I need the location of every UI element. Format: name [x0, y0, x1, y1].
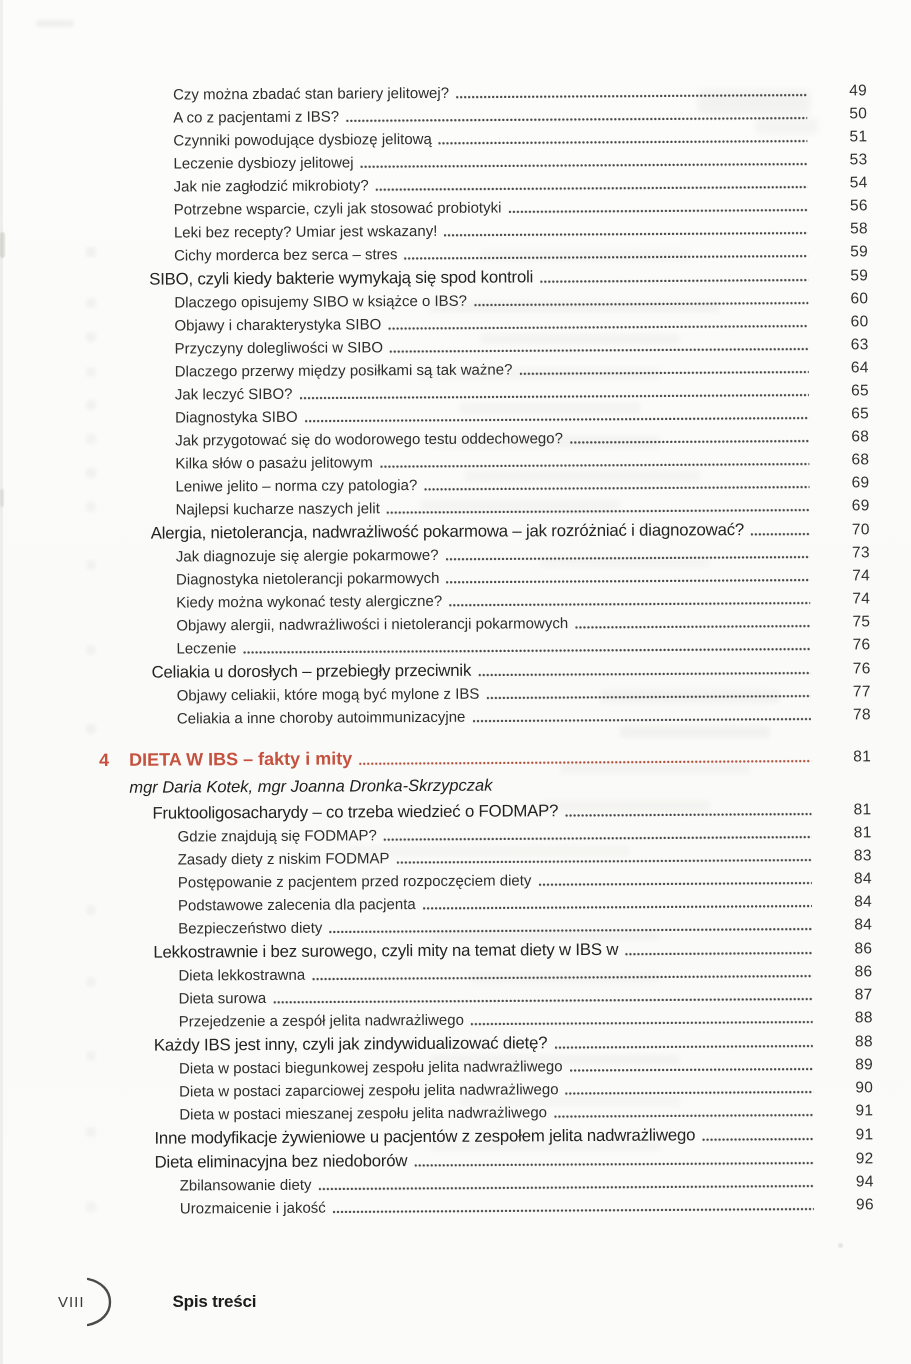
toc-entry-label: Potrzebne wsparcie, czyli jak stosować probiotyki [173, 199, 502, 219]
toc-entry-label: Zbilansowanie diety [179, 1176, 312, 1195]
toc-entry-page-number: 96 [855, 1196, 874, 1214]
page-number-roman: VIII [58, 1293, 85, 1311]
toc-entry-page-number: 60 [850, 290, 869, 308]
toc-entry-label: Leczenie [176, 640, 237, 658]
dotted-leader [456, 94, 807, 99]
toc-entry-label: Cichy morderca bez serca – stres [174, 246, 398, 265]
toc-entry-page-number: 54 [849, 174, 868, 192]
toc-entry-label: Objawy i charakterystyka SIBO [174, 316, 382, 335]
toc-entry-label: A co z pacjentami z IBS? [173, 108, 340, 127]
toc-entry-page-number: 84 [854, 893, 873, 911]
dotted-leader [388, 325, 808, 331]
bleed-through-artifact [86, 905, 96, 915]
toc-entry-page-number: 86 [854, 940, 873, 958]
scan-edge-artifact [0, 0, 3, 1364]
toc-entry-label: Leki bez recepty? Umiar jest wskazany! [173, 222, 438, 242]
toc-entry-label: Bezpieczeństwo diety [178, 919, 323, 938]
toc-entry-label: Celiakia a inne choroby autoimmunizacyjne [176, 708, 466, 728]
toc-entry-page-number: 92 [855, 1150, 874, 1168]
toc-entry-page-number: 91 [855, 1102, 874, 1120]
dotted-leader [423, 905, 812, 910]
toc-entry-label: Kiedy można wykonać testy alergiczne? [176, 592, 443, 612]
toc-entry-page-number: 65 [850, 382, 869, 400]
dotted-leader [508, 209, 807, 214]
toc-entry-page-number: 63 [850, 336, 869, 354]
toc-entry-label: Inne modyfikacje żywieniowe u pacjentów z zespołem jelita nadwrażliwego [154, 1125, 696, 1148]
toc-entry-label: Fruktooligosacharydy – co trzeba wiedzieć o FODMAP? [152, 801, 559, 823]
dotted-leader [702, 1138, 813, 1142]
dotted-leader [387, 509, 810, 515]
toc-entry-page-number: 84 [854, 916, 873, 934]
page-footer [58, 1276, 256, 1328]
toc-entry-page-number: 78 [852, 706, 871, 724]
toc-entry-page-number: 74 [852, 567, 871, 585]
toc-entry-label: Dieta eliminacyjna bez niedoborów [154, 1151, 408, 1172]
dotted-leader [566, 1091, 814, 1096]
toc-entry-label: Jak nie zagłodzić mikrobioty? [173, 177, 369, 196]
dotted-leader [380, 463, 809, 469]
toc-entry-page-number: 94 [855, 1173, 874, 1191]
toc-entry-page-number: 74 [852, 590, 871, 608]
toc-entry-label: Objawy alergii, nadwrażliwości i nietolerancji pokarmowych [176, 615, 569, 635]
toc-entry-label: Dieta lekkostrawna [178, 966, 306, 985]
toc-entry-row [102, 1193, 874, 1221]
toc-entry-label: Dieta surowa [178, 989, 267, 1008]
toc-entry-page-number: 81 [853, 748, 872, 766]
toc-entry-label: Gdzie znajdują się FODMAP? [177, 827, 377, 846]
toc-entry-label: Dieta w postaci zaparciowej zespołu jelita nadwrażliwego [179, 1081, 559, 1101]
toc-entry-page-number: 69 [851, 474, 870, 492]
bleed-through-artifact [86, 1051, 96, 1061]
dotted-leader [396, 859, 811, 865]
dotted-leader [519, 371, 808, 376]
toc-entry-label: Urozmaicenie i jakość [179, 1199, 326, 1218]
bleed-through-artifact [86, 1127, 96, 1137]
dotted-leader [299, 394, 808, 400]
toc-entry-page-number: 76 [852, 660, 871, 678]
toc-entry-page-number: 60 [850, 313, 869, 331]
bleed-through-artifact [86, 1202, 96, 1212]
dotted-leader [554, 1045, 813, 1050]
dotted-leader [305, 417, 809, 423]
dotted-leader [447, 579, 811, 584]
bleed-through-artifact [86, 434, 96, 444]
toc-entry-page-number: 56 [849, 197, 868, 215]
dotted-leader [540, 279, 808, 284]
toc-entry-label: Leczenie dysbiozy jelitowej [173, 154, 354, 173]
toc-entry-label: Lekkostrawnie i bez surowego, czyli mity na temat diety w IBS w [153, 939, 619, 962]
dotted-leader [570, 1068, 813, 1072]
footer-section-label: Spis treści [172, 1292, 257, 1311]
toc-chapter-row [99, 740, 871, 775]
toc-entry-page-number: 70 [851, 521, 870, 539]
toc-entry-page-number: 76 [852, 636, 871, 654]
toc-entry-page-number: 69 [851, 497, 870, 515]
toc-entry-page-number: 68 [851, 428, 870, 446]
dotted-leader [751, 533, 810, 536]
dotted-leader [329, 928, 812, 934]
bleed-through-artifact [86, 247, 96, 257]
dotted-leader [486, 695, 810, 700]
dotted-leader [273, 998, 812, 1004]
toc-entry-label: Leniwe jelito – norma czy patologia? [175, 477, 418, 496]
toc-entry-page-number: 86 [854, 963, 873, 981]
toc-entry-label: Zasady diety z niskim FODMAP [177, 850, 390, 869]
dotted-leader [346, 117, 807, 123]
page-number-badge [58, 1276, 113, 1328]
dotted-leader [414, 1162, 813, 1167]
dotted-leader [439, 140, 808, 145]
dotted-leader [565, 813, 811, 818]
bleed-through-artifact [86, 332, 96, 342]
bleed-through-artifact [838, 1243, 843, 1248]
toc-entry-label: Czynniki powodujące dysbiozę jelitową [173, 130, 432, 150]
bleed-through-artifact [86, 645, 96, 655]
toc-entry-label: Każdy IBS jest inny, czyli jak zindywidualizować dietę? [153, 1033, 548, 1055]
toc-entry-label: Kilka słów o pasażu jelitowym [175, 454, 373, 473]
toc-entry-label: Najlepsi kucharze naszych jelit [175, 500, 380, 519]
toc-entry-page-number: 51 [849, 128, 868, 146]
dotted-leader [359, 760, 811, 766]
dotted-leader [424, 486, 809, 491]
dotted-leader [444, 232, 808, 237]
dotted-leader [384, 836, 812, 842]
toc-entry-page-number: 88 [854, 1033, 873, 1051]
dotted-leader [333, 1208, 814, 1214]
toc-entry-page-number: 91 [855, 1126, 874, 1144]
dotted-leader [554, 1114, 813, 1119]
toc-entry-label: Przyczyny dolegliwości w SIBO [174, 339, 384, 358]
dotted-leader [404, 255, 808, 260]
bleed-through-artifact [86, 724, 96, 734]
toc-entry-label: Alergia, nietolerancja, nadwrażliwość pokarmowa – jak rozróżniać i diagnozować? [150, 520, 745, 543]
bleed-through-artifact [0, 232, 5, 258]
table-of-contents [95, 79, 874, 1221]
toc-entry-label: Diagnostyka SIBO [174, 408, 298, 427]
chapter-authors: mgr Daria Kotek, mgr Joanna Dronka-Skrzypczak [129, 776, 493, 797]
toc-entry-page-number: 59 [850, 243, 869, 261]
dotted-leader [244, 648, 811, 654]
toc-entry-page-number: 68 [851, 451, 870, 469]
toc-entry-label: Czy można zbadać stan bariery jelitowej? [173, 84, 450, 104]
toc-entry-page-number: 87 [854, 986, 873, 1004]
toc-entry-page-number: 73 [851, 544, 870, 562]
toc-entry-label: Jak diagnozuje się alergie pokarmowe? [175, 546, 439, 566]
dotted-leader [625, 952, 812, 956]
bleed-through-artifact [36, 20, 74, 27]
toc-entry-label: Dieta w postaci mieszanej zespołu jelita nadwrażliwego [179, 1104, 548, 1124]
toc-entry-page-number: 81 [853, 801, 872, 819]
arc-icon [87, 1276, 113, 1328]
toc-entry-label: Podstawowe zalecenia dla pacjenta [177, 896, 416, 915]
toc-entry-page-number: 58 [850, 220, 868, 238]
toc-entry-page-number: 53 [849, 151, 868, 169]
dotted-leader [361, 163, 808, 169]
bleed-through-artifact [86, 468, 96, 478]
toc-entry-page-number: 64 [850, 359, 869, 377]
bleed-through-artifact [86, 502, 96, 512]
toc-entry-label: Przejedzenie a zespół jelita nadwrażliwego [178, 1011, 464, 1031]
toc-entry-page-number: 81 [853, 824, 872, 842]
toc-entry-label: SIBO, czyli kiedy bakterie wymykają się spod kontroli [149, 267, 534, 289]
dotted-leader [538, 882, 811, 887]
toc-entry-label: Jak leczyć SIBO? [174, 385, 293, 404]
toc-entry-page-number: 59 [850, 267, 869, 285]
toc-entry-label: DIETA W IBS – fakty i mity [129, 748, 353, 770]
toc-entry-label: Dlaczego przerwy między posiłkami są tak ważne? [174, 361, 513, 381]
toc-entry-label: Dlaczego opisujemy SIBO w książce o IBS? [174, 292, 468, 312]
dotted-leader [446, 556, 810, 561]
dotted-leader [575, 625, 810, 629]
dotted-leader [390, 348, 809, 354]
toc-entry-page-number: 90 [855, 1079, 874, 1097]
toc-entry-label: Diagnostyka nietolerancji pokarmowych [175, 569, 440, 589]
dotted-leader [318, 1185, 813, 1191]
toc-entry-label: Celiakia u dorosłych – przebiegły przeciwnik [151, 660, 472, 682]
bleed-through-artifact [86, 400, 96, 410]
toc-entry-page-number: 77 [852, 683, 871, 701]
chapter-number: 4 [99, 749, 110, 770]
toc-entry-label: Objawy celiakii, które mogą być mylone z IBS [176, 685, 480, 705]
bleed-through-artifact [86, 298, 96, 308]
dotted-leader [376, 186, 808, 192]
bleed-through-artifact [86, 367, 96, 377]
toc-entry-page-number: 75 [852, 613, 871, 631]
dotted-leader [478, 672, 810, 677]
toc-entry-page-number: 65 [851, 405, 870, 423]
dotted-leader [472, 718, 811, 723]
toc-entry-label: Jak przygotować się do wodorowego testu oddechowego? [175, 430, 563, 450]
bleed-through-artifact [86, 560, 96, 570]
toc-entry-page-number: 89 [855, 1056, 874, 1074]
toc-entry-page-number: 84 [853, 870, 872, 888]
toc-entry-page-number: 49 [849, 82, 868, 100]
dotted-leader [449, 602, 810, 607]
toc-entry-label: Postępowanie z pacjentem przed rozpoczęciem diety [177, 872, 532, 892]
dotted-leader [471, 1021, 813, 1026]
bleed-through-artifact [86, 977, 96, 987]
dotted-leader [474, 302, 808, 307]
toc-entry-page-number: 50 [849, 105, 868, 123]
toc-entry-page-number: 88 [854, 1009, 873, 1027]
bleed-through-artifact [0, 489, 4, 507]
dotted-leader [312, 975, 812, 981]
toc-entry-row [99, 703, 871, 731]
toc-entry-page-number: 83 [853, 847, 872, 865]
dotted-leader [570, 440, 809, 444]
toc-entry-label: Dieta w postaci biegunkowej zespołu jelita nadwrażliwego [178, 1058, 563, 1078]
